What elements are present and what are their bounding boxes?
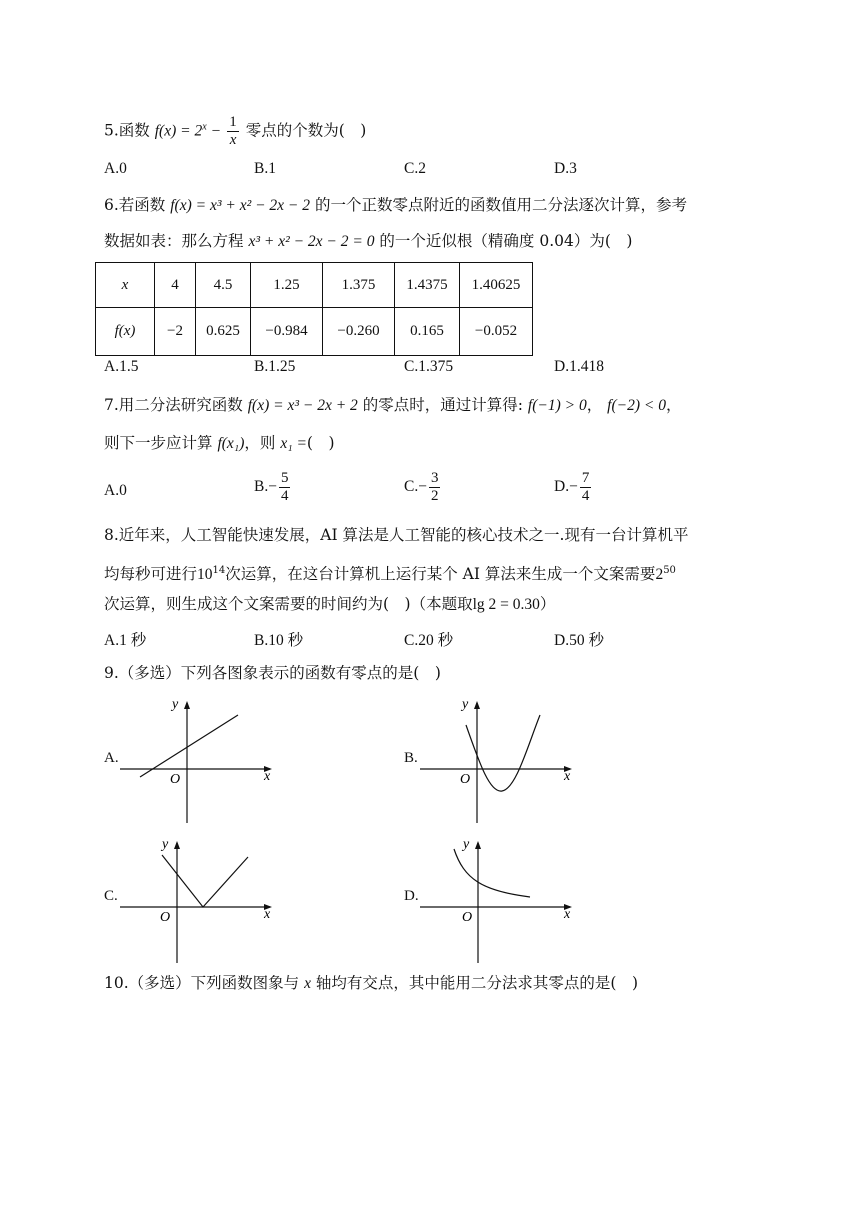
table-cell: 1.4375 (395, 263, 460, 308)
q7-option-b: B.− $\frac{5}{4}$ (254, 470, 289, 504)
x-label: x (264, 907, 271, 922)
q5-suffix: 零点的个数为( ) (245, 121, 367, 140)
q7-option-a: A.0 (104, 482, 127, 499)
y-label: y (463, 837, 470, 852)
table-cell: −0.052 (460, 308, 533, 356)
question-9: 9.（多选）下列各图象表示的函数有零点的是( ) (104, 664, 441, 682)
table-cell: 0.625 (196, 308, 251, 356)
function-curve (140, 715, 238, 777)
y-axis-arrow-icon (474, 701, 480, 709)
question-8-line-3: 次运算，则生成这个文案需要的时间约为( )（本题取lg 2 = 0.30） (104, 595, 556, 613)
question-6-line-2: 数据如表：那么方程 x³ + x² − 2x − 2 = 0 的一个近似根（精确度 0.04）为( ) (104, 232, 633, 250)
origin-label: O (160, 910, 171, 925)
graph-label-c: C. (104, 888, 118, 904)
table-cell: 1.40625 (460, 263, 533, 308)
q7-condition-2: f(−2) < 0 (607, 397, 666, 414)
x-label: x (564, 769, 571, 784)
question-7-line-1: 7.用二分法研究函数 f(x) = x³ − 2x + 2 的零点时，通过计算得: f(−1) > 0， f(−2) < 0， (104, 396, 682, 414)
table-cell: f(x) (96, 308, 155, 356)
graph-c (120, 835, 280, 965)
table-cell: −0.984 (251, 308, 323, 356)
function-curve (162, 855, 248, 907)
q8-option-a: A.1 秒 (104, 632, 147, 649)
y-axis-arrow-icon (475, 841, 481, 849)
x-label: x (564, 907, 571, 922)
table-cell: −2 (155, 308, 196, 356)
question-7-line-2: 则下一步应计算 f(x₁)，则 x₁ =( ) (104, 434, 335, 452)
q5-option-c: C.2 (404, 160, 426, 177)
q6-equation: x³ + x² − 2x − 2 = 0 (248, 233, 375, 250)
q7-function: f(x) = x³ − 2x + 2 (247, 397, 358, 414)
y-label: y (462, 697, 469, 712)
q6-option-d: D.1.418 (554, 358, 604, 375)
q5-function: f(x) = 2 (154, 122, 203, 140)
question-10: 10.（多选）下列函数图象与 x 轴均有交点，其中能用二分法求其零点的是( ) (104, 974, 639, 992)
table-cell: 4.5 (196, 263, 251, 308)
q5-exponent: x (202, 121, 207, 133)
q8-option-d: D.50 秒 (554, 632, 604, 649)
graph-a (120, 695, 280, 825)
table-cell: 4 (155, 263, 196, 308)
question-5 (104, 114, 366, 149)
q6-option-b: B.1.25 (254, 358, 296, 375)
graph-b (420, 695, 580, 825)
graph-label-a: A. (104, 750, 119, 766)
table-cell: −0.260 (323, 308, 395, 356)
q5-option-d: D.3 (554, 160, 577, 177)
q7-option-c: C.− $\frac{3}{2}$ (404, 470, 439, 504)
table-row (96, 263, 533, 308)
q6-option-c: C.1.375 (404, 358, 454, 375)
table-row (96, 308, 533, 356)
function-curve (454, 849, 530, 897)
origin-label: O (170, 772, 181, 787)
graph-label-b: B. (404, 750, 418, 766)
graph-d (420, 835, 580, 965)
table-cell: 1.25 (251, 263, 323, 308)
origin-label: O (462, 910, 473, 925)
table-cell: 0.165 (395, 308, 460, 356)
q5-prefix: 5.函数 (104, 121, 150, 140)
origin-label: O (460, 772, 471, 787)
y-label: y (172, 697, 179, 712)
y-label: y (162, 837, 169, 852)
table-cell: 1.375 (323, 263, 395, 308)
graph-label-d: D. (404, 888, 419, 904)
q5-minus: − (211, 122, 221, 140)
question-8-line-2: 均每秒可进行$10^{14}$次运算，在这台计算机上运行某个 AI 算法来生成一个文案需要$2^{50}$ (104, 565, 676, 583)
q6-option-a: A.1.5 (104, 358, 139, 375)
q7-condition-1: f(−1) > 0 (527, 397, 587, 414)
q5-fraction: $\frac{1}{x}$ (229, 114, 237, 148)
q7-option-d: D.− $\frac{7}{4}$ (554, 470, 590, 504)
bisection-table (95, 262, 533, 356)
y-axis-arrow-icon (174, 841, 180, 849)
q5-option-b: B.1 (254, 160, 276, 177)
q6-function: f(x) = x³ + x² − 2x − 2 (170, 197, 311, 214)
q8-option-c: C.20 秒 (404, 632, 454, 649)
y-axis-arrow-icon (184, 701, 190, 709)
question-8-line-1: 8.近年来，人工智能快速发展，AI 算法是人工智能的核心技术之一.现有一台计算机平 (104, 526, 689, 544)
x-label: x (264, 769, 271, 784)
q8-option-b: B.10 秒 (254, 632, 304, 649)
question-6-line-1: 6.若函数 f(x) = x³ + x² − 2x − 2 的一个正数零点附近的函数值用二分法逐次计算，参考 (104, 196, 687, 214)
q5-option-a: A.0 (104, 160, 127, 177)
table-cell: x (96, 263, 155, 308)
